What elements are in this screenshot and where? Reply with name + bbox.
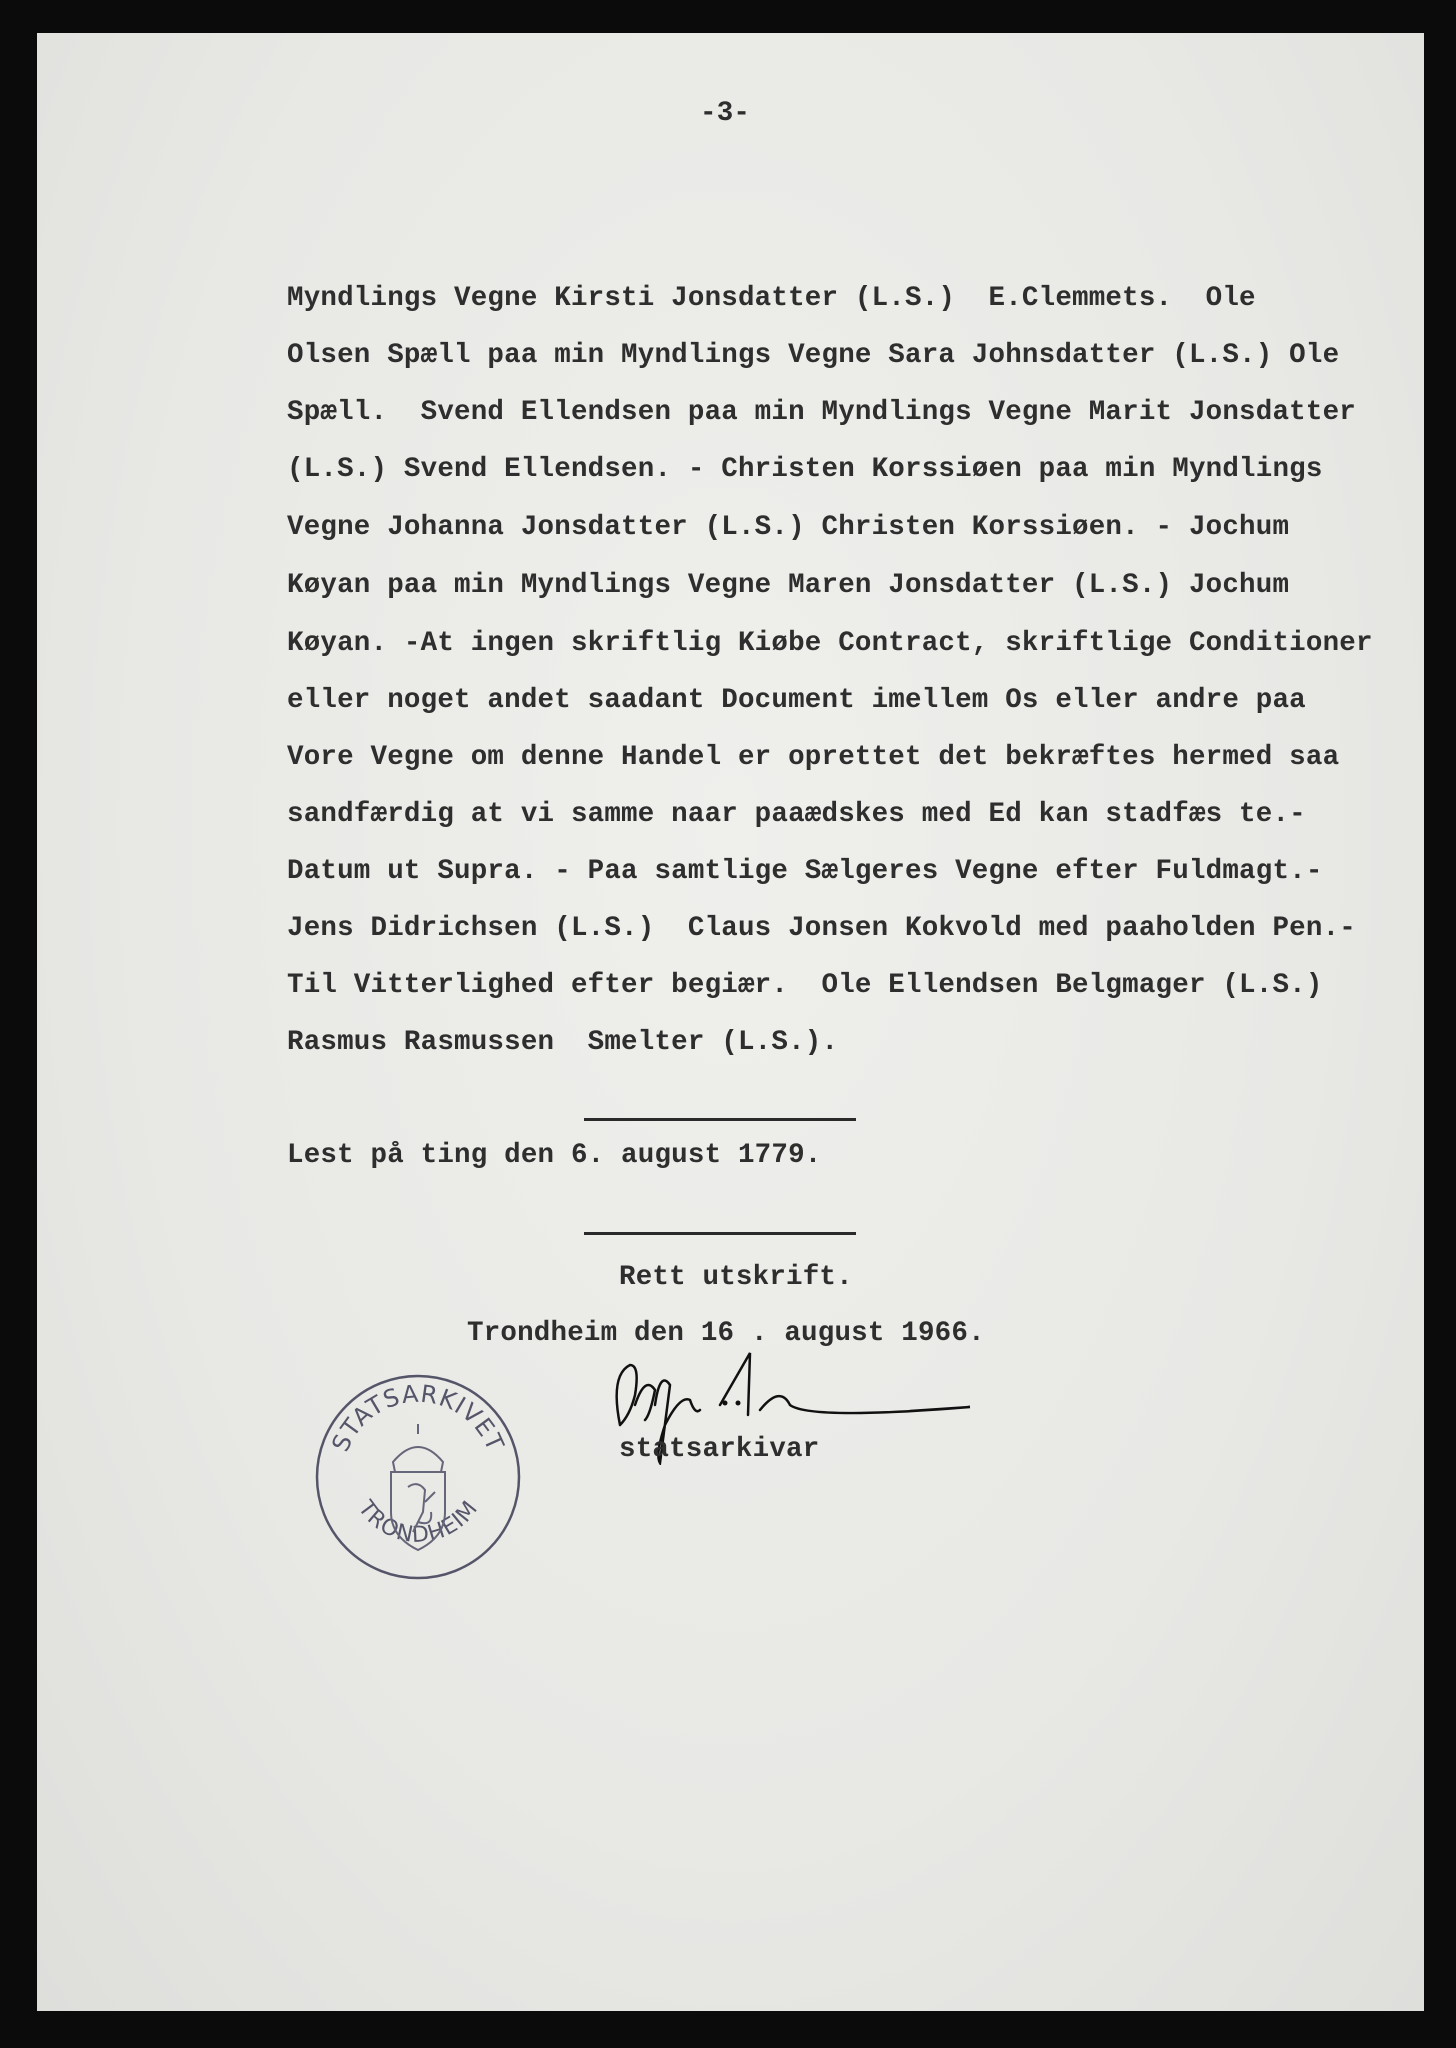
- certification-text: Rett utskrift.: [619, 1262, 853, 1293]
- read-note: Lest på ting den 6. august 1779.: [287, 1140, 822, 1171]
- body-line: Rasmus Rasmussen Smelter (L.S.).: [287, 1027, 839, 1058]
- signer-title: statsarkivar: [619, 1434, 820, 1465]
- divider-rule: [584, 1118, 856, 1121]
- divider-rule: [584, 1232, 856, 1235]
- body-line: Myndlings Vegne Kirsti Jonsdatter (L.S.) E.Clemmets. Ole: [287, 283, 1256, 314]
- svg-text:STATSARKIVET: [326, 1380, 509, 1456]
- body-line: eller noget andet saadant Document imellem Os eller andre paa: [287, 685, 1306, 716]
- document-page: [37, 33, 1424, 2011]
- place-date: Trondheim den 16 . august 1966.: [467, 1318, 985, 1349]
- body-line: Vegne Johanna Jonsdatter (L.S.) Christen Korssiøen. - Jochum: [287, 512, 1290, 543]
- body-line: sandfærdig at vi samme naar paaædskes med Ed kan stadfæs te.-: [287, 799, 1306, 830]
- body-line: Spæll. Svend Ellendsen paa min Myndlings Vegne Marit Jonsdatter: [287, 397, 1356, 428]
- body-line: Køyan paa min Myndlings Vegne Maren Jonsdatter (L.S.) Jochum: [287, 570, 1290, 601]
- body-line: Til Vitterlighed efter begiær. Ole Ellendsen Belgmager (L.S.): [287, 970, 1323, 1001]
- archive-stamp: [313, 1372, 523, 1582]
- page-number: -3-: [700, 98, 751, 129]
- body-line: (L.S.) Svend Ellendsen. - Christen Korssiøen paa min Myndlings: [287, 454, 1323, 485]
- body-line: Olsen Spæll paa min Myndlings Vegne Sara Johnsdatter (L.S.) Ole: [287, 340, 1340, 371]
- body-line: Vore Vegne om denne Handel er oprettet det bekræftes hermed saa: [287, 742, 1340, 773]
- body-line: Køyan. -At ingen skriftlig Kiøbe Contract, skriftlige Conditioner: [287, 628, 1373, 659]
- body-line: Jens Didrichsen (L.S.) Claus Jonsen Kokvold med paaholden Pen.-: [287, 913, 1356, 944]
- stamp-top-text: STATSARKIVET: [326, 1379, 510, 1456]
- body-line: Datum ut Supra. - Paa samtlige Sælgeres Vegne efter Fuldmagt.-: [287, 856, 1323, 887]
- stamp-bottom-text: TRONDHEIM: [352, 1496, 484, 1549]
